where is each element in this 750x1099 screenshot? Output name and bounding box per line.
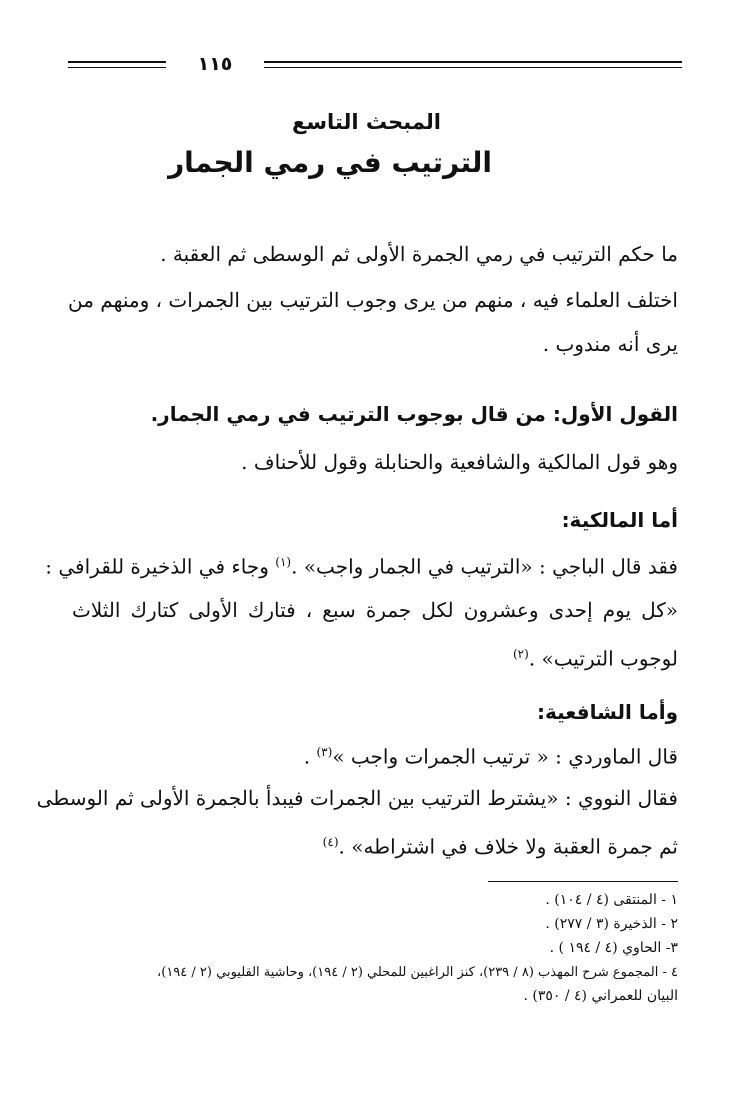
intro-line-2: اختلف العلماء فيه ، منهم من يرى وجوب الترتيب بين الجمرات ، ومنهم من — [68, 288, 678, 312]
footnote-1: ١ - المنتقى (٤ / ١٠٤) . — [545, 892, 678, 908]
header-rule-left — [68, 61, 166, 71]
page-header-bar — [68, 53, 682, 75]
first-opinion-heading: القول الأول: من قال بوجوب الترتيب في رمي الجمار. — [150, 402, 678, 426]
first-opinion-text: وهو قول المالكية والشافعية والحنابلة وقول للأحناف . — [241, 450, 678, 474]
mawardi-line — [72, 736, 678, 773]
qarafi-line-2 — [72, 638, 678, 675]
baji-line — [45, 546, 678, 583]
header-rule-right — [264, 61, 682, 71]
footnote-ref-1: (١) — [275, 555, 292, 569]
footnote-ref-2: (٢) — [512, 647, 529, 661]
qarafi-line-1: «كل يوم إحدى وعشرون لكل جمرة سبع ، فتارك الأولى كتارك الثلاث — [72, 598, 678, 622]
page-number: ١١٥ — [197, 53, 233, 75]
baji-continuation: وجاء في الذخيرة للقرافي : — [45, 554, 276, 579]
malikiyya-heading: أما المالكية: — [561, 508, 678, 532]
footnote-ref-3: (٣) — [316, 745, 333, 759]
nawawi-line-1: فقال النووي : «يشترط الترتيب بين الجمرات فيبدأ بالجمرة الأولى ثم الوسطى — [36, 786, 678, 810]
nawawi-line-2 — [72, 826, 678, 863]
nawawi-quote-end: ثم جمرة العقبة ولا خلاف في اشتراطه» . — [338, 834, 678, 859]
chapter-title: الترتيب في رمي الجمار — [168, 146, 492, 179]
mawardi-quote: قال الماوردي : « ترتيب الجمرات واجب » — [332, 744, 678, 769]
qarafi-quote-end: لوجوب الترتيب» . — [528, 646, 678, 671]
section-title: المبحث التاسع — [292, 110, 441, 134]
footnote-ref-4: (٤) — [322, 835, 339, 849]
baji-quote: فقد قال الباجي : «الترتيب في الجمار واجب» . — [291, 554, 678, 579]
footnote-4-line-2: البيان للعمراني (٤ / ٣٥٠) . — [523, 988, 678, 1004]
shafiiyya-heading: وأما الشافعية: — [536, 700, 678, 724]
footnote-2: ٢ - الذخيرة (٣ / ٢٧٧) . — [545, 916, 678, 932]
footnote-4-line-1: ٤ - المجموع شرح المهذب (٨ / ٢٣٩)، كنز الراغبين للمحلي (٢ / ١٩٤)، وحاشية القليوبي (٢ / ١٩٤)، — [157, 965, 678, 980]
intro-line-1: ما حكم الترتيب في رمي الجمرة الأولى ثم الوسطى ثم العقبة . — [160, 242, 678, 266]
footnote-3: ٣- الحاوي (٤ / ١٩٤ ) . — [549, 940, 678, 956]
intro-line-3: يرى أنه مندوب . — [542, 332, 678, 356]
mawardi-period: . — [303, 744, 317, 769]
footnote-separator — [488, 881, 678, 882]
